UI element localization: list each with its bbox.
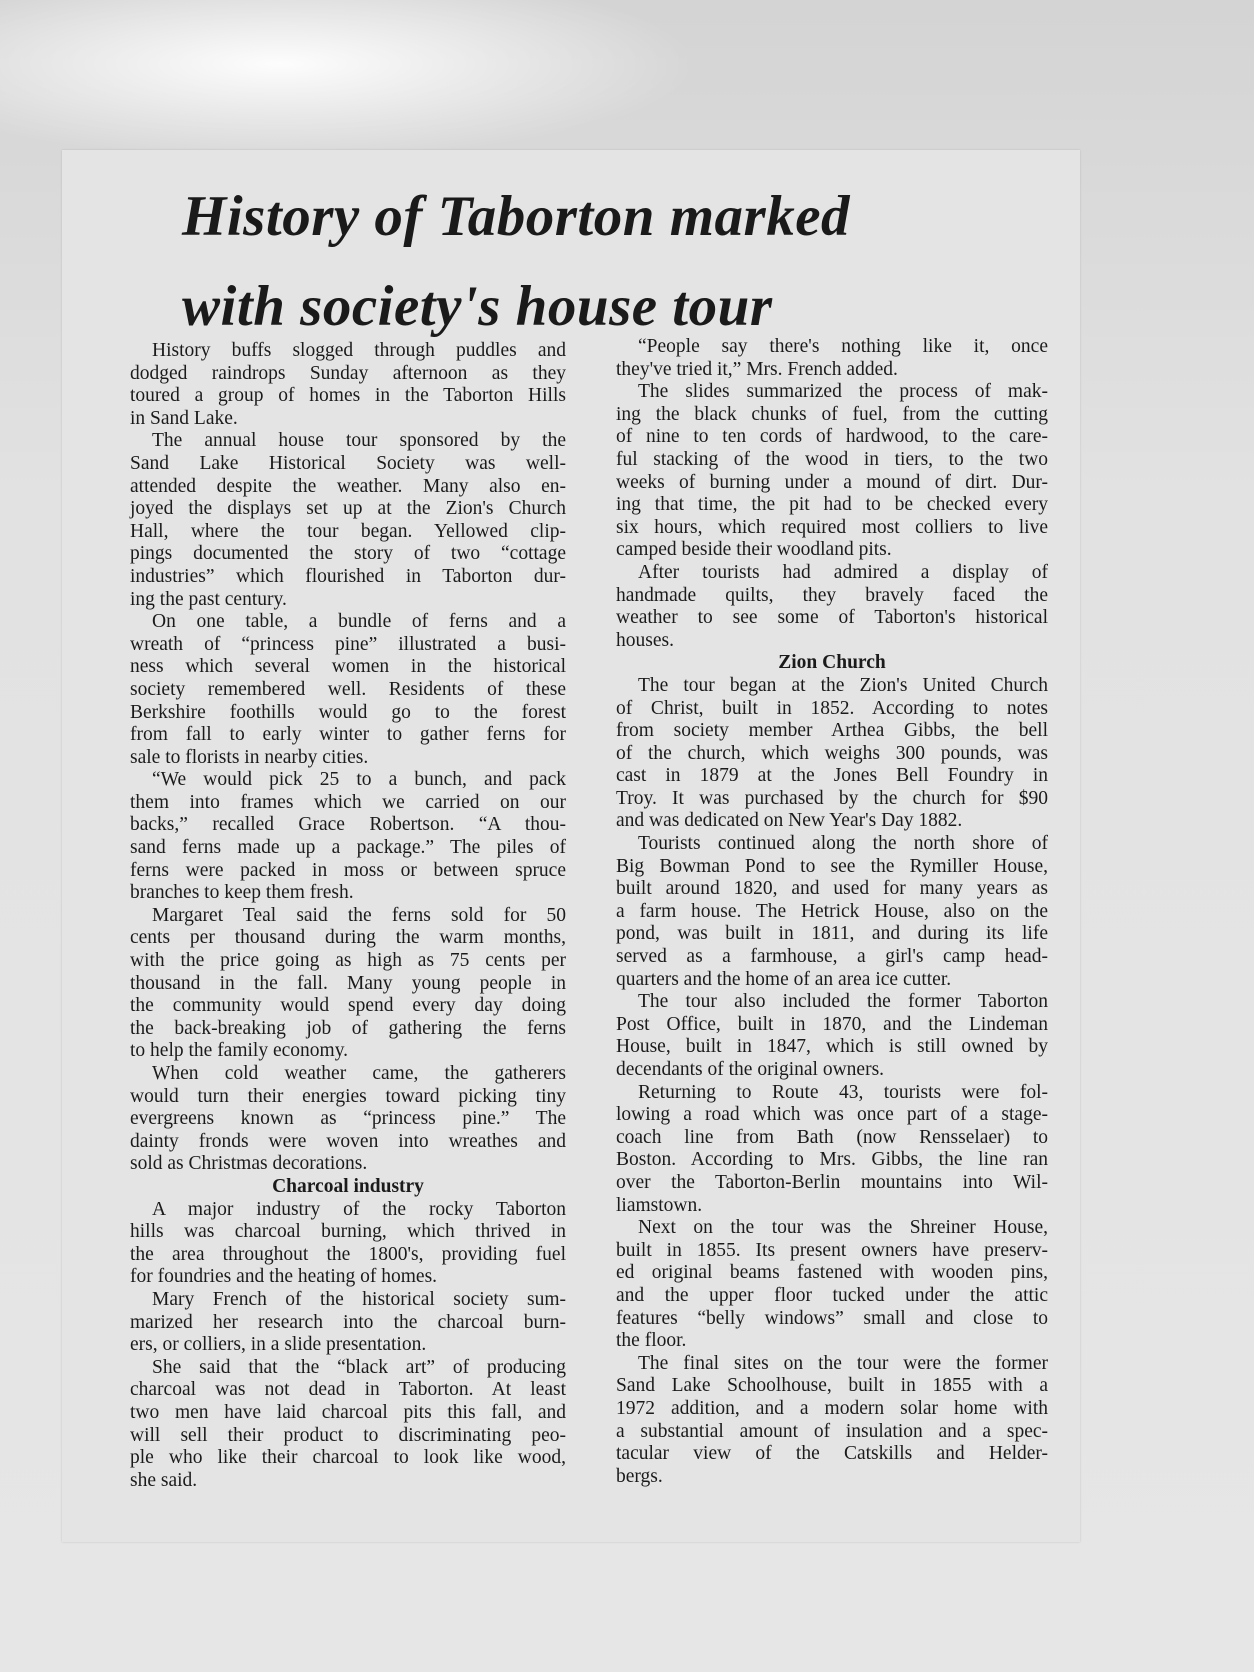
article-paragraph [616, 991, 1048, 1081]
text-line: ers, or colliers, in a slide presentation. [130, 1334, 427, 1356]
text-line: wreath of “princess pine” illustrated a busi- [130, 633, 566, 655]
text-line: hills was charcoal burning, which thrived in [130, 1221, 566, 1243]
text-line: backs,” recalled Grace Robertson. “A thou- [130, 814, 566, 836]
headline [182, 172, 1062, 352]
text-line: sand ferns made up a package.” The piles of [130, 837, 566, 859]
text-line: The annual house tour sponsored by the [152, 430, 566, 452]
text-line: thousand in the fall. Many young people in [130, 972, 566, 994]
text-line: charcoal was not dead in Taborton. At least [130, 1379, 566, 1401]
text-line: evergreens known as “princess pine.” The [130, 1108, 566, 1130]
article-paragraph [130, 905, 566, 1063]
text-line: of Christ, built in 1852. According to notes [616, 697, 1048, 719]
article-paragraph [616, 675, 1048, 833]
text-line: Mary French of the historical society sum- [152, 1288, 566, 1310]
text-line: toured a group of homes in the Taborton Hills [130, 385, 566, 407]
text-line: 1972 addition, and a modern solar home with [616, 1397, 1048, 1419]
text-line: to help the family economy. [130, 1040, 349, 1062]
text-line: marized her research into the charcoal burn- [130, 1311, 566, 1333]
text-line: built around 1820, and used for many years as [616, 878, 1048, 900]
article-paragraph [616, 833, 1048, 991]
text-line: After tourists had admired a display of [638, 561, 1048, 583]
article-paragraph [130, 611, 566, 769]
text-line: in Sand Lake. [130, 407, 238, 429]
text-line: built in 1855. Its present owners have preserv- [616, 1239, 1048, 1261]
section-subheading: Zion Church [778, 652, 886, 674]
article-paragraph [616, 1217, 1048, 1353]
text-line: of the church, which weighs 300 pounds, was [616, 742, 1048, 764]
text-line: ness which several women in the historical [130, 656, 566, 678]
text-line: pond, was built in 1811, and during its life [616, 923, 1048, 945]
text-line: attended despite the weather. Many also en- [130, 475, 566, 497]
article-paragraph [130, 1289, 566, 1357]
text-line: cast in 1879 at the Jones Bell Foundry in [616, 765, 1048, 787]
text-line: On one table, a bundle of ferns and a [152, 611, 566, 633]
text-line: from society member Arthea Gibbs, the bell [616, 720, 1048, 742]
text-line: The final sites on the tour were the former [638, 1352, 1048, 1374]
text-line: Troy. It was purchased by the church for $90 [616, 787, 1048, 809]
text-line: six hours, which required most colliers to live [616, 516, 1048, 538]
text-line: liamstown. [616, 1194, 703, 1216]
text-line: for foundries and the heating of homes. [130, 1266, 438, 1288]
text-line: Big Bowman Pond to see the Rymiller House, [616, 855, 1048, 877]
text-line: will sell their product to discriminating peo- [130, 1424, 566, 1446]
text-line: A major industry of the rocky Taborton [152, 1198, 566, 1220]
article-paragraph [130, 430, 566, 611]
text-line: Hall, where the tour began. Yellowed clip- [130, 520, 566, 542]
text-line: and was dedicated on New Year's Day 1882. [616, 810, 963, 832]
text-line: weeks of burning under a mound of dirt. Dur- [616, 471, 1048, 493]
text-line: two men have laid charcoal pits this fall, and [130, 1401, 566, 1423]
text-line: Tourists continued along the north shore of [638, 833, 1048, 855]
text-line: ple who like their charcoal to look like wood, [130, 1447, 566, 1469]
text-line: of nine to ten cords of hardwood, to the care- [616, 426, 1048, 448]
text-line: pings documented the story of two “cottage [130, 543, 566, 565]
text-line: weather to see some of Taborton's historical [616, 607, 1048, 629]
text-line: cents per thousand during the warm months, [130, 927, 566, 949]
article-paragraph [130, 1199, 566, 1289]
text-line: sold as Christmas decorations. [130, 1153, 368, 1175]
text-line: handmade quilts, they bravely faced the [616, 584, 1048, 606]
text-line: Sand Lake Schoolhouse, built in 1855 with a [616, 1375, 1048, 1397]
text-line: ing that time, the pit had to be checked every [616, 494, 1048, 516]
text-line: they've tried it,” Mrs. French added. [616, 358, 898, 380]
text-line: and the upper floor tucked under the attic [616, 1284, 1048, 1306]
text-line: a farm house. The Hetrick House, also on the [616, 900, 1048, 922]
text-line: House, built in 1847, which is still owned by [616, 1036, 1048, 1058]
section-subheading: Charcoal industry [272, 1175, 424, 1197]
text-line: the area throughout the 1800's, providing fuel [130, 1243, 566, 1265]
article-column-right [616, 336, 1048, 1488]
article-paragraph [130, 340, 566, 430]
text-line: served as a farmhouse, a girl's camp head- [616, 946, 1048, 968]
text-line: ed original beams fastened with wooden pins, [616, 1262, 1048, 1284]
text-line: decendants of the original owners. [616, 1059, 885, 1080]
text-line: joyed the displays set up at the Zion's Church [130, 498, 566, 520]
article-paragraph [130, 1063, 566, 1176]
headline-line: History of Taborton marked [182, 185, 851, 248]
article-paragraph [130, 769, 566, 905]
text-line: she said. [130, 1469, 198, 1491]
text-line: lowing a road which was once part of a stage- [616, 1104, 1048, 1126]
article-paragraph [616, 1082, 1048, 1218]
text-line: Post Office, built in 1870, and the Lindeman [616, 1013, 1048, 1035]
text-line: Margaret Teal said the ferns sold for 50 [152, 904, 566, 926]
text-line: over the Taborton-Berlin mountains into Wil- [616, 1171, 1048, 1193]
text-line: ing the black chunks of fuel, from the cutting [616, 403, 1048, 425]
text-line: When cold weather came, the gatherers [152, 1063, 566, 1084]
text-line: society remembered well. Residents of these [130, 678, 566, 700]
text-line: tacular view of the Catskills and Helder- [616, 1443, 1048, 1465]
text-line: would turn their energies toward picking tiny [130, 1085, 566, 1107]
text-line: houses. [616, 629, 674, 651]
text-line: Returning to Route 43, tourists were fol- [638, 1081, 1048, 1103]
text-line: The slides summarized the process of mak- [638, 381, 1048, 403]
text-line: quarters and the home of an area ice cutter. [616, 968, 952, 990]
article-paragraph [616, 562, 1048, 652]
text-line: ferns were packed in moss or between spruce [130, 859, 566, 881]
text-line: coach line from Bath (now Rensselaer) to [616, 1126, 1048, 1148]
text-line: ing the past century. [130, 588, 287, 610]
text-line: The tour began at the Zion's United Church [638, 674, 1048, 696]
text-line: the back-breaking job of gathering the ferns [130, 1017, 566, 1039]
text-line: The tour also included the former Taborton [638, 991, 1048, 1013]
article-paragraph [616, 1353, 1048, 1489]
text-line: camped beside their woodland pits. [616, 539, 892, 561]
text-line: She said that the “black art” of producing [152, 1356, 566, 1378]
text-line: a substantial amount of insulation and a spec- [616, 1420, 1048, 1442]
text-line: Next on the tour was the Shreiner House, [638, 1217, 1048, 1239]
text-line: with the price going as high as 75 cents per [130, 950, 566, 972]
article-paragraph [130, 1357, 566, 1493]
text-line: Sand Lake Historical Society was well- [130, 452, 566, 474]
headline-line: with society's house tour [182, 275, 773, 338]
text-line: dodged raindrops Sunday afternoon as they [130, 362, 566, 384]
text-line: bergs. [616, 1465, 663, 1487]
text-line: features “belly windows” small and close to [616, 1307, 1048, 1329]
text-line: History buffs slogged through puddles and [152, 340, 566, 361]
text-line: the floor. [616, 1330, 687, 1352]
text-line: Boston. According to Mrs. Gibbs, the line ran [616, 1149, 1048, 1171]
text-line: the community would spend every day doing [130, 995, 566, 1017]
text-line: “We would pick 25 to a bunch, and pack [152, 769, 566, 791]
text-line: ful stacking of the wood in tiers, to the two [616, 448, 1048, 470]
text-line: them into frames which we carried on our [130, 791, 566, 813]
text-line: from fall to early winter to gather ferns for [130, 724, 566, 746]
text-line: sale to florists in nearby cities. [130, 746, 369, 768]
text-line: industries” which flourished in Taborton dur- [130, 565, 566, 587]
photo-glare [0, 0, 700, 160]
text-line: Berkshire foothills would go to the forest [130, 701, 566, 723]
text-line: “People say there's nothing like it, once [638, 336, 1048, 357]
text-line: branches to keep them fresh. [130, 882, 354, 904]
article-paragraph [616, 336, 1048, 381]
article-paragraph [616, 381, 1048, 562]
article-column-left [130, 340, 566, 1492]
text-line: dainty fronds were woven into wreathes and [130, 1130, 566, 1152]
